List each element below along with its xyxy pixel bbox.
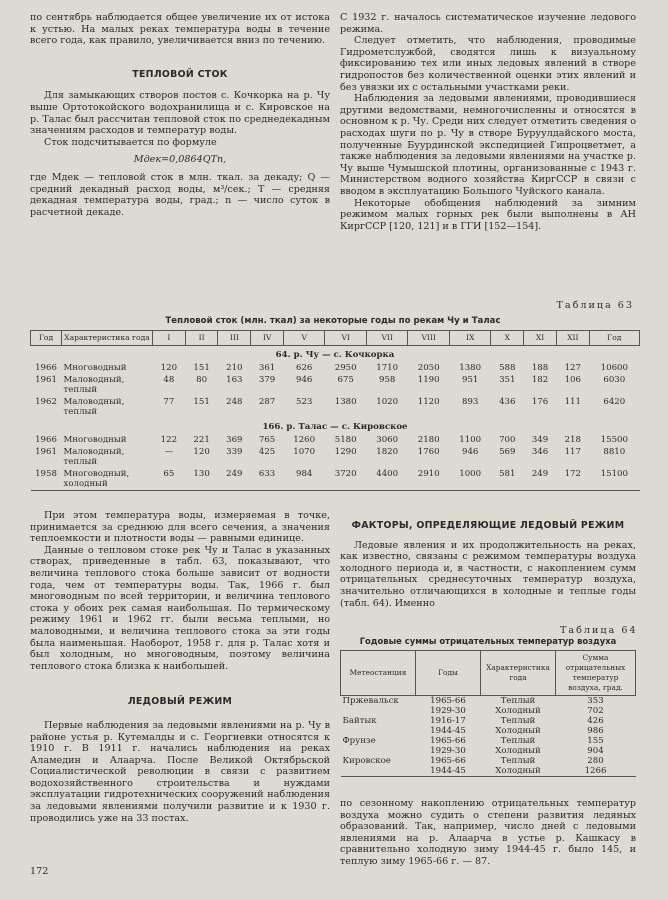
table-cell: 893 — [461, 397, 479, 407]
table-row — [31, 468, 640, 491]
table-row — [341, 726, 636, 736]
table-cell: 210 — [226, 363, 243, 373]
table-cell: 151 — [193, 363, 210, 373]
temperature-note-paragraph: При этом температура воды, измеряемая в точке, принимается за среднюю для всего сечения, а значения теплоемкости и плотности воды — равными единице. — [30, 510, 330, 545]
table-cell: 155 — [587, 736, 604, 746]
left-column-bottom — [30, 510, 330, 824]
table-cell: 958 — [378, 375, 396, 385]
table-cell: Маловодный, теплый — [63, 447, 125, 467]
table-header-cell: Год — [589, 331, 639, 346]
heat-flow-formula: Mдек=0,0864QTn, — [133, 154, 227, 166]
table-cell: 581 — [491, 468, 524, 491]
table-cell: 361 — [258, 363, 276, 373]
table-cell: 1962 — [35, 397, 57, 407]
table-cell: 425 — [258, 447, 276, 457]
table-header-cell: II — [185, 331, 218, 346]
table-cell: 1290 — [334, 447, 357, 457]
table-header-cell: Характеристика года — [481, 651, 556, 696]
table-row — [341, 746, 636, 756]
table-header-cell: Метеостанция — [341, 651, 416, 696]
table-cell: Холодный — [481, 766, 556, 777]
table-63-header-row — [31, 331, 640, 346]
table-cell: 249 — [218, 468, 251, 491]
table-cell: 8810 — [603, 447, 626, 457]
ice-days-paragraph: по сезонному накоплению отрицательных температур воздуха можно судить о степени развития ледяных образований. Так, например, число дней с ледовыми явлениями на р. Алаарча в устье р. Кашкасу в сравнительно холодную зиму 1944-45 г. было 145, и теплую зиму 1965-66 г. — 87. — [340, 798, 636, 867]
table-cell: Холодный — [495, 746, 541, 756]
table-cell: 1710 — [376, 363, 399, 373]
table-header-cell: VIII — [408, 331, 450, 346]
table-cell: 1944-45 — [416, 766, 481, 777]
table-cell: — — [164, 447, 174, 457]
table-cell — [341, 726, 416, 736]
table-cell: 1260 — [293, 435, 316, 445]
table-cell: 346 — [531, 447, 549, 457]
table-row — [31, 396, 640, 418]
table-cell: 1965-66 — [430, 756, 466, 766]
table-cell: 1820 — [376, 447, 399, 457]
table-cell: 127 — [564, 363, 581, 373]
table-cell: 15100 — [589, 468, 639, 491]
table-cell: Теплый — [500, 736, 536, 746]
other-observations-paragraph: Наблюдения за ледовыми явлениями, проводившиеся другими ведомствами, немногочисленны и относятся в основном к р. Чу. Среди них следует отметить сведения о расходах шуги по р. Чу в створе Буруулдайского моста, полученные Буурдинской экспедицией Гипроцветмет, а также наблюдения за ледовыми явлениями на участке р. Чу выше Чумышской плотины, организованные с 1943 г. Министерством водного хозяйства КиргССР в связи с вводом в эксплуатацию Большого Чуйского канала. — [340, 93, 636, 197]
table-cell: 80 — [196, 375, 208, 385]
table-cell: 248 — [226, 397, 243, 407]
table-cell: 6420 — [603, 397, 626, 407]
factors-paragraph: Ледовые явления и их продолжительность на реках, как известно, связаны с режимом температуры воздуха холодного периода и, в частности, с накоплением сумм отрицательных среднесуточных температур воздуха, значительно отличающихся в холодные и теплые годы (табл. 64). Именно — [340, 539, 636, 609]
table-cell: 151 — [193, 397, 210, 407]
table-section-row — [31, 346, 640, 363]
table-cell: 221 — [193, 435, 210, 445]
table-cell: Маловодный, теплый — [63, 397, 125, 417]
table-cell: Маловодный, теплый — [63, 375, 125, 395]
table-63-label: Таблица 63 — [556, 300, 634, 311]
table-cell: 1929-30 — [430, 706, 466, 716]
table-64-label: Таблица 64 — [560, 625, 638, 636]
table-cell: 218 — [564, 435, 581, 445]
table-cell: Байтык — [342, 716, 377, 726]
page-number: 172 — [30, 866, 49, 877]
table-cell: 2950 — [334, 363, 357, 373]
table-cell: 1966 — [35, 363, 57, 373]
table-cell: 436 — [499, 397, 516, 407]
table-cell: 2180 — [417, 435, 440, 445]
table-cell: 1266 — [556, 766, 636, 777]
table-cell: 369 — [226, 435, 243, 445]
table-cell: 5180 — [334, 435, 357, 445]
table-63 — [30, 330, 640, 491]
table-cell: 339 — [226, 447, 243, 457]
table-cell: 986 — [587, 726, 604, 736]
table-cell: 951 — [461, 375, 479, 385]
table-cell: 1916-17 — [430, 716, 466, 726]
table-cell: 2910 — [408, 468, 450, 491]
intro-paragraph: по сентябрь наблюдается общее увеличение их от истока к устью. На малых реках температура воды в течение всего года, как правило, увеличивается вниз по течению. — [30, 12, 330, 47]
table-cell: 1958 — [31, 468, 62, 491]
table-cell: 984 — [283, 468, 325, 491]
table-section-row — [31, 418, 640, 434]
table-cell: 1944-45 — [430, 726, 466, 736]
table-cell: 1965-66 — [430, 696, 466, 706]
table-row — [341, 706, 636, 716]
table-header-cell: I — [153, 331, 186, 346]
table-cell — [341, 766, 416, 777]
table-cell: 1190 — [417, 375, 440, 385]
table-row — [341, 736, 636, 746]
table-cell: Теплый — [500, 696, 536, 706]
table-cell: 4400 — [366, 468, 408, 491]
table-cell: 249 — [524, 468, 557, 491]
table-header-cell: VII — [366, 331, 408, 346]
table-cell: 3720 — [325, 468, 367, 491]
table-cell: 1000 — [449, 468, 491, 491]
table-header-cell: IV — [251, 331, 284, 346]
table-header-cell: XI — [524, 331, 557, 346]
table-cell: 946 — [461, 447, 479, 457]
table-cell: 280 — [587, 756, 604, 766]
table-cell: 65 — [153, 468, 186, 491]
table-header-cell: X — [491, 331, 524, 346]
table-header-cell: III — [218, 331, 251, 346]
table-header-cell: Характеристика года — [62, 331, 153, 346]
table-header-cell: Сумма отрицательных температур воздуха, град. — [556, 651, 636, 696]
factors-section — [340, 520, 636, 609]
heat-flow-paragraph-2: Сток подсчитывается по формуле — [44, 136, 217, 148]
table-cell: 48 — [163, 375, 175, 385]
table-64-caption: Годовые суммы отрицательных температур воздуха — [359, 636, 617, 646]
table-row — [31, 362, 640, 374]
table-cell: 1380 — [459, 363, 482, 373]
table-header-cell: Год — [31, 331, 62, 346]
table-header-cell: XII — [556, 331, 589, 346]
table-cell: 633 — [251, 468, 284, 491]
table-cell: 1100 — [459, 435, 482, 445]
right-column-top — [340, 12, 636, 232]
table-cell: 588 — [499, 363, 516, 373]
first-observations-paragraph: Первые наблюдения за ледовыми явлениями на р. Чу в районе устья р. Кутемалды и с. Георгиевки относятся к 1910 г. В 1911 г. начались наблюдения на реках Аламедин и Алаарча. После Великой Октябрьской Социалистической революции в связи с развитием водохозяйственного строительства и нуждами эксплуатации гидротехнических сооружений наблюдения за ледовыми явлениями получили развитие и к 1930 г. проводились уже на 33 постах. — [30, 719, 330, 824]
table-cell: 1380 — [334, 397, 357, 407]
table-cell: 120 — [193, 447, 210, 457]
left-column-top — [30, 12, 330, 218]
table-cell: 106 — [564, 375, 581, 385]
table-header-cell: V — [283, 331, 325, 346]
table-row — [31, 434, 640, 446]
table-cell — [341, 706, 416, 716]
table-cell: 130 — [185, 468, 218, 491]
table-cell: 700 — [499, 435, 516, 445]
table-cell: 1760 — [417, 447, 440, 457]
table-cell: 3060 — [376, 435, 399, 445]
table-cell — [341, 746, 416, 756]
table-cell: 765 — [258, 435, 276, 445]
table-cell: 1961 — [35, 375, 57, 385]
table-cell: 287 — [258, 397, 276, 407]
table-cell: Холодный — [495, 726, 541, 736]
factors-heading: ФАКТОРЫ, ОПРЕДЕЛЯЮЩИЕ ЛЕДОВЫЙ РЕЖИМ — [351, 520, 625, 531]
table-row — [31, 446, 640, 468]
table-cell: Фрунзе — [342, 736, 376, 746]
heat-flow-heading: ТЕПЛОВОЙ СТОК — [132, 68, 228, 80]
table-cell: 904 — [587, 746, 604, 756]
table-cell: 523 — [295, 397, 313, 407]
table-cell: Пржевальск — [342, 696, 399, 706]
table-header-cell: IX — [449, 331, 491, 346]
ice-regime-heading: ЛЕДОВЫЙ РЕЖИМ — [127, 696, 233, 708]
table-cell: 182 — [531, 375, 549, 385]
table-64-header-row — [341, 651, 636, 696]
heat-flow-paragraph-1: Для замыкающих створов постов с. Кочкорка на р. Чу выше Ортотокойского водохранилища и с. Кировское на р. Талас был рассчитан тепловой сток по среднедекадным значениям расходов и температур воды. — [30, 90, 330, 137]
table-cell: Холодный — [495, 706, 541, 716]
table-cell: 122 — [160, 435, 178, 445]
hydromet-paragraph: Следует отметить, что наблюдения, проводимые Гидрометслужбой, сводятся лишь к визуальному фиксированию тех или иных ледовых явлений в створе гидропостов без количественной оценки этих явлений и без увязки их с остальными участками реки. — [340, 35, 636, 93]
table-cell: 1966 — [35, 435, 57, 445]
table-cell: 172 — [556, 468, 589, 491]
table-cell: Теплый — [500, 756, 536, 766]
table-cell: 10600 — [600, 363, 628, 373]
ice-study-start-paragraph: С 1932 г. началось систематическое изучение ледового режима. — [340, 12, 636, 35]
table-header-cell: Годы — [416, 651, 481, 696]
table-cell: 1961 — [35, 447, 57, 457]
table-cell: 1929-30 — [430, 746, 466, 756]
generalizations-paragraph: Некоторые обобщения наблюдений за зимним режимом малых горных рек были выполнены в АН КиргССР [120, 121] и в ГГИ [152—154]. — [340, 197, 636, 232]
table-cell: 117 — [564, 447, 581, 457]
table-cell: 163 — [226, 375, 243, 385]
table-cell: 1070 — [293, 447, 316, 457]
table-cell: Кировское — [342, 756, 391, 766]
table-cell: 6030 — [603, 375, 626, 385]
table-cell: 702 — [587, 706, 604, 716]
table-cell: Многоводный — [63, 435, 127, 445]
table-64 — [340, 650, 636, 777]
table-cell: 176 — [531, 397, 549, 407]
table-cell: 1965-66 — [430, 736, 466, 746]
table-cell: 2050 — [417, 363, 440, 373]
table-cell: 351 — [499, 375, 516, 385]
right-column-bottom — [340, 798, 636, 868]
table-cell: 569 — [499, 447, 516, 457]
table-row — [341, 696, 636, 707]
table-row — [341, 766, 636, 777]
heat-flow-analysis-paragraph: Данные о тепловом стоке рек Чу и Талас в указанных створах, приведенные в табл. 63, показывают, что величина теплового стока больше зависит от водности года, чем от температуры воды. Так, 1966 г. был многоводным по всей территории, и величина теплового стока у обоих рек самая наибольшая. По термическому режиму 1961 и 1962 гг. были весьма теплыми, но маловодными, и величина теплового стока за эти годы была наименьшая. Наоборот, 1958 г. для р. Талас хотя и был холодным, но многоводным, поэтому величина теплового стока близка к наибольшей. — [30, 544, 330, 672]
table-row — [341, 756, 636, 766]
table-cell: 626 — [295, 363, 313, 373]
section-title: 64. р. Чу — с. Кочкорка — [275, 350, 395, 360]
table-cell: 120 — [160, 363, 178, 373]
table-cell: 188 — [531, 363, 549, 373]
table-cell: 675 — [337, 375, 354, 385]
table-cell: Многоводный, холодный — [62, 468, 153, 491]
table-cell: 379 — [258, 375, 276, 385]
table-cell: Многоводный — [63, 363, 127, 373]
table-cell: Теплый — [500, 716, 536, 726]
table-cell: 77 — [163, 397, 175, 407]
table-cell: 111 — [564, 397, 581, 407]
section-title: 166. р. Талас — с. Кировское — [262, 422, 408, 432]
table-cell: 1020 — [376, 397, 399, 407]
table-63-caption: Тепловой сток (млн. ткал) за некоторые годы по рекам Чу и Талас — [165, 316, 501, 326]
table-row — [341, 716, 636, 726]
table-header-cell: VI — [325, 331, 367, 346]
table-cell: 353 — [587, 696, 604, 706]
heat-flow-paragraph-3: где Mдек — тепловой сток в млн. ткал. за декаду; Q — средний декадный расход воды, м³/сек.; T — средняя декадная температура воды, град.; n — число суток в расчетной декаде. — [30, 171, 330, 218]
table-cell: 946 — [295, 375, 313, 385]
table-cell: 1120 — [417, 397, 440, 407]
table-cell: 426 — [587, 716, 604, 726]
table-row — [31, 374, 640, 396]
table-cell: 349 — [531, 435, 549, 445]
table-cell: 15500 — [600, 435, 628, 445]
